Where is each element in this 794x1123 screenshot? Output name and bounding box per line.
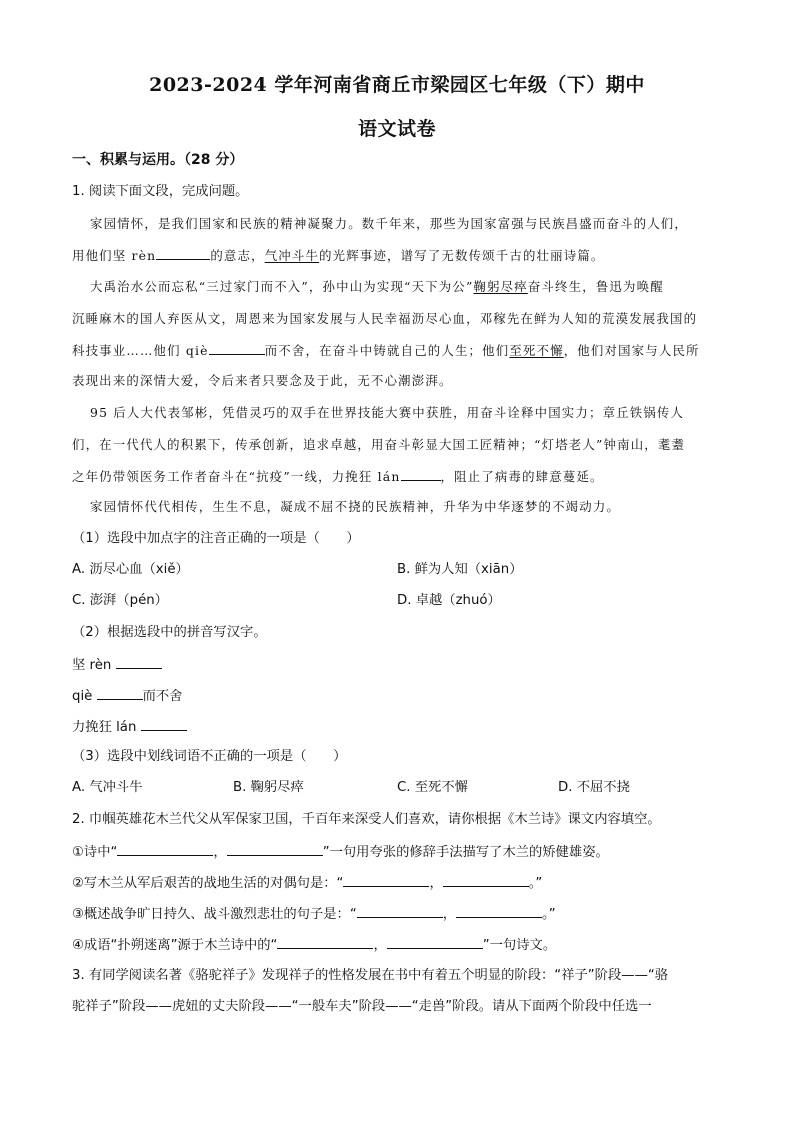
- underlined-word: 气冲斗牛: [264, 248, 320, 263]
- sub1-option-d[interactable]: D. 卓越（zhuó）: [397, 593, 501, 608]
- answer-blank[interactable]: [456, 904, 542, 918]
- underlined-word: 鞠躬尽瘁: [473, 279, 528, 294]
- pinyin-item-1: [72, 655, 162, 675]
- pinyin-item-3: [72, 717, 187, 737]
- answer-blank[interactable]: [443, 873, 529, 887]
- sub3-option-c[interactable]: C. 至死不懈: [397, 780, 468, 795]
- passage-p1-line1: 家园情怀，是我们国家和民族的精神凝聚力。数千年来，那些为国家富强与民族昌盛而奋斗的人们，: [90, 216, 688, 231]
- sub1-option-c[interactable]: C. 澎湃（pén）: [72, 593, 168, 608]
- question-3-line2: 驼祥子”阶段——虎妞的丈夫阶段——“一般车夫”阶段——“走兽”阶段。请从下面两个阶段中任选一: [72, 999, 652, 1014]
- answer-blank[interactable]: [97, 686, 143, 700]
- exam-subtitle: 语文试卷: [357, 118, 436, 140]
- text: 之年仍带领医务工作者奋斗在“抗疫”一线，力挽狂 lán: [72, 469, 401, 484]
- blank-line: [156, 246, 210, 260]
- passage-p3-line2: 们，在一代代人的积累下，传承创新，追求卓越，用奋斗彰显大国工匠精神；“灯塔老人”钟南山，耄耋: [72, 437, 686, 452]
- passage-p2-line2: 沉睡麻木的国人弃医从文，周恩来为国家发展与人民幸福沥尽心血，邓稼先在鲜为人知的荒漠发展我国的: [72, 311, 698, 326]
- answer-blank[interactable]: [141, 717, 187, 731]
- exam-title: 2023-2024 学年河南省商丘市梁园区七年级（下）期中: [149, 74, 645, 96]
- text: ②写木兰从军后艰苦的战地生活的对偶句是：“: [72, 876, 344, 891]
- passage-p3-line3: [72, 467, 604, 486]
- text: 大禹治水公而忘私“三过家门而不入”，孙中山为实现“天下为公”: [90, 279, 474, 294]
- underlined-word: 至死不懈: [509, 343, 564, 358]
- text: 力挽狂 lán: [72, 720, 137, 735]
- sub1-option-a[interactable]: A. 沥尽心血（xiě）: [72, 562, 189, 577]
- answer-blank[interactable]: [387, 935, 483, 949]
- pinyin-item-2: [72, 686, 182, 706]
- text: ”一句用夸张的修辞手法描写了木兰的矫健雄姿。: [322, 845, 609, 860]
- text: 的意志，: [210, 248, 265, 263]
- blank-line: [401, 467, 441, 481]
- text: 而不舍，在奋斗中铸就自己的人生；他们: [264, 343, 510, 358]
- text: ，: [429, 876, 443, 891]
- question-3-line1: 3. 有同学阅读名著《骆驼祥子》发现祥子的性格发展在书中有着五个明显的阶段：“祥子”阶段——“骆: [72, 968, 669, 983]
- text: ④成语“扑朔迷离”源于木兰诗中的“: [72, 938, 278, 953]
- q2-item-2: [72, 873, 542, 893]
- passage-p3-line1: 95 后人大代表邹彬，凭借灵巧的双手在世界技能大赛中获胜，用奋斗诠释中国实力；章丘铁锅传人: [90, 405, 685, 420]
- passage-p2-line4: 表现出来的深情大爱，令后来者只要念及于此，无不心潮澎湃。: [72, 373, 453, 388]
- text: ①诗中“: [72, 845, 118, 860]
- passage-p2-line3: [72, 341, 700, 360]
- answer-blank[interactable]: [116, 655, 162, 669]
- answer-blank[interactable]: [357, 904, 443, 918]
- section-heading: 一、积累与运用。（28 分）: [72, 152, 244, 168]
- text: ，他们对国家与人民所: [563, 343, 700, 358]
- answer-blank[interactable]: [343, 873, 429, 887]
- text: ，: [373, 938, 387, 953]
- text: 。”: [528, 876, 543, 891]
- q2-item-4: [72, 935, 556, 955]
- sub-question-2-stem: （2）根据选段中的拼音写汉字。: [72, 625, 267, 640]
- answer-blank[interactable]: [277, 935, 373, 949]
- text: ，阻止了病毒的肆意蔓延。: [440, 469, 604, 484]
- text: ③概述战争旷日持久、战斗激烈悲壮的句子是：“: [72, 907, 357, 922]
- text: 。”: [542, 907, 556, 922]
- sub-question-3-stem: （3）选段中划线词语不正确的一项是（ ）: [72, 749, 347, 764]
- passage-p4: 家园情怀代代相传，生生不息，凝成不屈不挠的民族精神，升华为中华逐梦的不竭动力。: [90, 499, 621, 514]
- text: 坚 rèn: [72, 658, 112, 673]
- text: ，: [213, 845, 227, 860]
- passage-p1-line2: [72, 246, 605, 265]
- answer-blank[interactable]: [227, 842, 323, 856]
- answer-blank[interactable]: [117, 842, 213, 856]
- text: qiè: [72, 689, 93, 704]
- question-1-stem: 1. 阅读下面文段，完成问题。: [72, 184, 249, 199]
- text: ，: [442, 907, 457, 922]
- sub3-option-b[interactable]: B. 鞠躬尽瘁: [233, 780, 304, 795]
- text: 而不舍: [142, 689, 183, 704]
- blank-line: [209, 341, 265, 355]
- text: ”一句诗文。: [482, 938, 557, 953]
- q2-item-3: [72, 904, 556, 924]
- sub-question-1-stem: （1）选段中加点字的注音正确的一项是（ ）: [72, 531, 360, 546]
- text: 科技事业……他们 qiè: [72, 343, 209, 358]
- text: 的光辉事迹，谱写了无数传颂千古的壮丽诗篇。: [319, 248, 605, 263]
- text: 用他们坚 rèn: [72, 248, 157, 263]
- q2-item-1: [72, 842, 609, 862]
- sub1-option-b[interactable]: B. 鲜为人知（xiān）: [397, 562, 523, 577]
- sub3-option-a[interactable]: A. 气冲斗牛: [72, 780, 143, 795]
- question-2-stem: 2. 巾帼英雄花木兰代父从军保家卫国，千百年来深受人们喜欢，请你根据《木兰诗》课文内容填空。: [72, 812, 661, 827]
- text: 奋斗终生，鲁迅为唤醒: [527, 279, 664, 294]
- passage-p2-line1: [90, 278, 664, 296]
- sub3-option-d[interactable]: D. 不屈不挠: [558, 780, 630, 795]
